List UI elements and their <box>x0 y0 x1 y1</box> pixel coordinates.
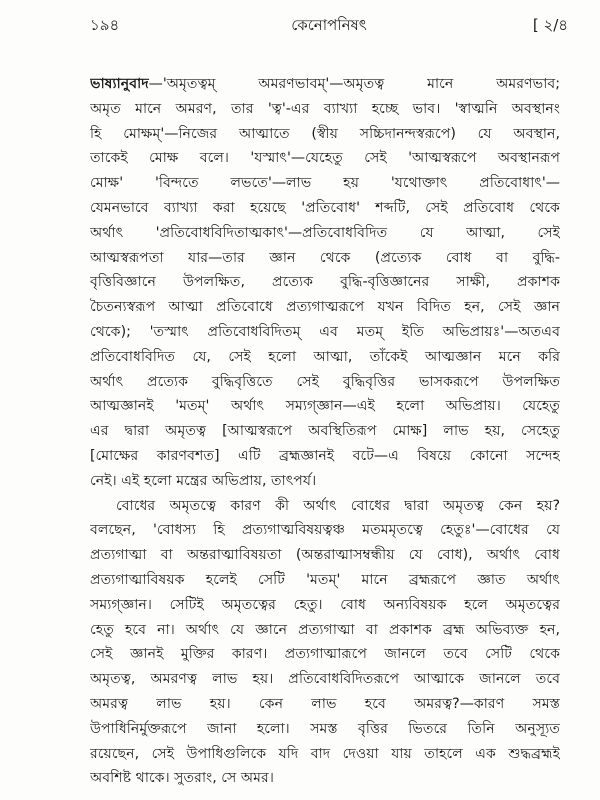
text-line <box>90 742 560 767</box>
line-text: সেই জ্ঞানই মুক্তির কারণ। প্রত্যগাত্মারূপে জানলে তবে সেটি থেকে <box>90 646 560 663</box>
text-line <box>90 642 560 667</box>
text-line <box>90 320 560 345</box>
line-text: অবশিষ্ট থাকে। সুতরাং, সে অমর। <box>90 770 274 787</box>
lead-term: ভাষ্যানুবাদ <box>90 76 149 92</box>
line-text: বোধের অমৃতত্বে কারণ কী অর্থাৎ বোধের দ্বারা অমৃতত্ব কেন হয়? <box>116 497 560 514</box>
text-line <box>90 593 560 618</box>
text-line <box>90 146 560 171</box>
text-line <box>90 667 560 692</box>
text-line <box>90 122 560 147</box>
line-text: তাকেই মোক্ষ বলে। 'যস্মাৎ'—যেহেতু সেই 'আত্মস্বরূপে অবস্থানরূপ <box>90 150 560 167</box>
text-line <box>90 97 560 122</box>
text-line <box>90 221 560 246</box>
line-text: চৈতন্যস্বরূপ আত্মা প্রতিবোধে প্রত্যগাত্মরূপে যখন বিদিত হন, সেই জ্ঞান <box>90 299 560 316</box>
paragraph <box>90 72 560 494</box>
line-text: থেকে); 'তস্মাৎ প্রতিবোধবিদিতম্ এব মতম্ ইতি অভিপ্রায়ঃ'—অতএব <box>90 323 560 340</box>
text-line <box>90 345 560 370</box>
text-line <box>90 246 560 271</box>
text-line <box>90 444 560 469</box>
line-text: অমৃতত্ব, অমরণত্ব লাভ হয়। প্রতিবোধবিদিতরূপে আত্মাকে জানলে তবে <box>90 671 560 688</box>
line-text: হেতু হবে না। অর্থাৎ যে জ্ঞানে প্রত্যগাত্মা বা প্রকাশক ব্রহ্ম অভিব্যক্ত হন, <box>90 621 560 638</box>
line-text: নেই। এই হলো মন্ত্রের অভিপ্রায়, তাৎপর্য। <box>90 472 317 489</box>
running-title: কেনোপনিষৎ <box>291 16 367 34</box>
line-text: বৃত্তিবিজ্ঞানে উপলক্ষিত, প্রত্যেক বুদ্ধি-বৃত্তিজ্ঞানের সাক্ষী, প্রকাশক <box>90 274 560 291</box>
line-text: আত্মজ্ঞানই 'মতম্' অর্থাৎ সম্যগ্জ্ঞান—এই হলো অভিপ্রায়। যেহেতু <box>90 398 560 415</box>
line-text: প্রত্যগাত্মা বা অন্তরাত্মাবিষয়তা (অন্তরাত্মাসম্বন্ধীয় যে বোধ), অর্থাৎ বোধ <box>90 547 560 564</box>
text-line <box>90 270 560 295</box>
text-line <box>90 469 560 494</box>
text-line <box>90 618 560 643</box>
text-line <box>90 568 560 593</box>
text-line <box>90 295 560 320</box>
line-text: হি মোক্ষম্'—নিজের আত্মাতে (স্বীয় সচ্চিদানন্দস্বরূপে) যে অবস্থান, <box>90 125 560 142</box>
line-text: প্রত্যগাত্মাবিষয়ক হলেই সেটি 'মতম্' মানে ব্রহ্মরূপে জ্ঞাত অর্থাৎ <box>90 571 560 588</box>
text-line <box>90 518 560 543</box>
line-text: অমৃত মানে অমরণ, তার 'ত্ব'-এর ব্যাখ্যা হচ্ছে ভাব। 'স্বাত্মনি অবস্থানং <box>90 100 560 117</box>
line-text: রয়েছেন, সেই উপাধিগুলিকে যদি বাদ দেওয়া যায় তাহলে এক শুদ্ধব্রহ্মই <box>90 745 560 762</box>
page-number: ১৯৪ <box>90 16 120 34</box>
page-header <box>90 12 568 36</box>
line-text: —'অমৃতত্বম্ অমরণভাবম্'—অমৃতত্ব মানে অমরণভাব; <box>148 76 560 92</box>
text-line <box>90 766 560 791</box>
line-text: সম্যগ্জ্ঞান। সেটিই অমৃতত্বের হেতু। বোধ অন্যবিষয়ক হলে অমৃতত্বের <box>90 596 560 613</box>
line-text: যেমনভাবে ব্যাখ্যা করা হয়েছে 'প্রতিবোধ' শব্দটি, সেই প্রতিবোধ থেকে <box>90 199 560 216</box>
line-text: আত্মস্বরূপতা যার—তার জ্ঞান থেকে (প্রত্যেক বোধ বা বুদ্ধি- <box>90 249 560 266</box>
line-text: [মোক্ষের কারণবশত] এটি ব্রহ্মজ্ঞানই বটে—এ বিষয়ে কোনো সন্দেহ <box>90 447 560 464</box>
text-line <box>90 419 560 444</box>
text-line <box>90 72 560 97</box>
page-body <box>90 72 560 791</box>
text-line <box>90 543 560 568</box>
line-text: এর দ্বারা অমৃতত্ব [আত্মস্বরূপে অবস্থিতিরূপ মোক্ষ] লাভ হয়, সেহেতু <box>90 423 560 440</box>
line-text: প্রতিবোধবিদিত যে, সেই হলো আত্মা, তাঁকেই আত্মজ্ঞান মনে করি <box>90 348 560 365</box>
paragraph <box>90 494 560 792</box>
text-line <box>90 494 560 519</box>
text-line <box>90 370 560 395</box>
text-line <box>90 171 560 196</box>
text-line <box>90 394 560 419</box>
line-text: উপাধিনির্মুক্তরূপে জানা হলো। সমস্ত বৃত্তির ভিতরে তিনি অনুস্যূত <box>90 720 560 737</box>
text-line <box>90 196 560 221</box>
line-text: অর্থাৎ 'প্রতিবোধবিদিতাত্মকাৎ'—প্রতিবোধবিদিত যে আত্মা, সেই <box>90 224 560 241</box>
section-marker: [ ২/৪ <box>532 16 568 34</box>
text-line <box>90 692 560 717</box>
line-text: বলছেন, 'বোধস্য হি প্রত্যগাত্মবিষয়ত্বঞ্চ মতমমৃতত্বে হেতুঃ'—বোধের যে <box>90 522 560 539</box>
line-text: মোক্ষ' 'বিন্দতে লভতে'—লাভ হয় 'যথোক্তাৎ প্রতিবোধাৎ'— <box>90 175 560 192</box>
line-text: অমরত্ব লাভ হয়। কেন লাভ হবে অমরত্ব?—কারণ সমস্ত <box>90 695 560 712</box>
line-text: অর্থাৎ প্রত্যেক বুদ্ধিবৃত্তিতে সেই বুদ্ধিবৃত্তির ভাসকরূপে উপলক্ষিত <box>90 373 560 390</box>
text-line <box>90 717 560 742</box>
